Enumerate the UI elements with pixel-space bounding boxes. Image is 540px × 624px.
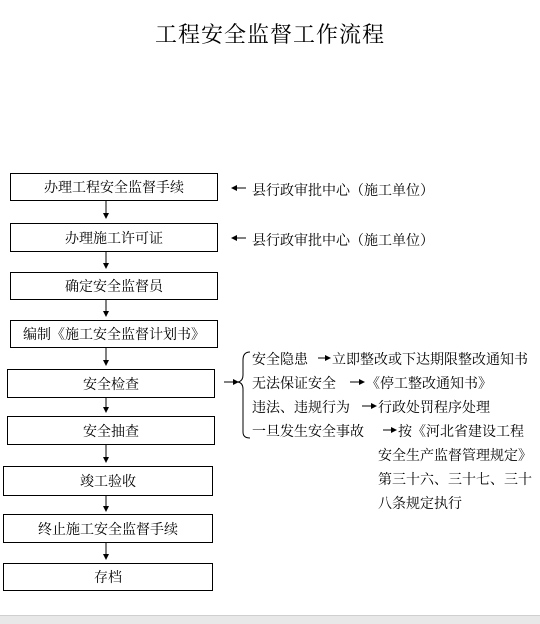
step-supervision-plan: 编制《施工安全监督计划书》 [10,320,218,348]
action-penalty: 行政处罚程序处理 [378,400,490,416]
step-handle-procedures: 办理工程安全监督手续 [10,173,218,201]
condition-accident: 一旦发生安全事故 [252,424,364,440]
step-safety-spot-check: 安全抽查 [7,416,215,445]
regulation-line-4: 八条规定执行 [378,496,462,512]
side-note-approval-center-2: 县行政审批中心（施工单位） [252,233,434,249]
action-regulation: 按《河北省建设工程 [398,424,524,440]
page-title: 工程安全监督工作流程 [154,23,385,48]
step-completion-acceptance: 竣工验收 [3,466,213,496]
side-note-approval-center-1: 县行政审批中心（施工单位） [252,183,434,199]
step-assign-supervisor: 确定安全监督员 [10,272,218,300]
action-rectify: 立即整改或下达期限整改通知书 [332,352,528,368]
regulation-line-3: 第三十六、三十七、三十 [378,472,532,488]
step-archive: 存档 [3,563,213,591]
step-safety-inspection: 安全检查 [7,369,215,398]
condition-hazard: 安全隐患 [252,352,308,368]
condition-violation: 违法、违规行为 [252,400,350,416]
step-construction-permit: 办理施工许可证 [10,223,218,252]
step-terminate-supervision: 终止施工安全监督手续 [3,514,213,543]
regulation-line-2: 安全生产监督管理规定》 [378,448,532,464]
action-stop-work: 《停工整改通知书》 [366,376,492,392]
conditions-bracket [238,352,250,438]
condition-unsafe: 无法保证安全 [252,376,336,392]
